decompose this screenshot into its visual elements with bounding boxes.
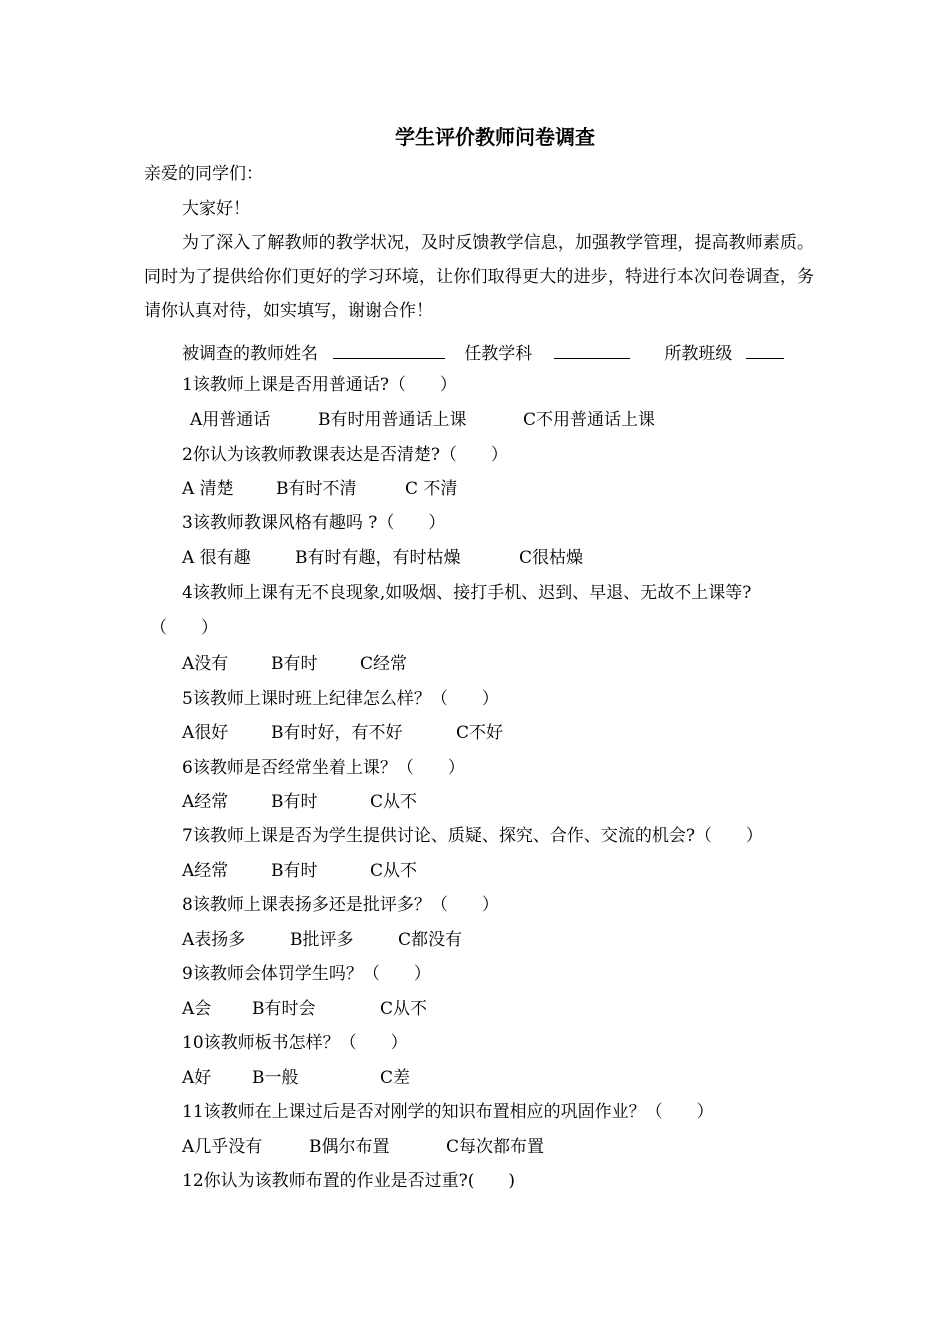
option-7c[interactable]: C从不	[370, 861, 418, 881]
option-11c[interactable]: C每次都布置	[446, 1137, 545, 1157]
teacher-name-label: 被调查的教师姓名	[182, 344, 318, 364]
option-10b[interactable]: B一般	[252, 1068, 299, 1088]
option-11a[interactable]: A几乎没有	[182, 1137, 263, 1157]
option-7b[interactable]: B有时	[271, 861, 318, 881]
option-9a[interactable]: A会	[182, 999, 212, 1019]
class-label: 所教班级	[664, 344, 733, 364]
question-1: 1该教师上课是否用普通话?（ ）	[182, 375, 457, 395]
option-3a[interactable]: A 很有趣	[182, 548, 251, 568]
question-11: 11该教师在上课过后是否对刚学的知识布置相应的巩固作业？（ ）	[182, 1102, 714, 1122]
question-7: 7该教师上课是否为学生提供讨论、质疑、探究、合作、交流的机会?（ ）	[182, 826, 763, 846]
option-3c[interactable]: C很枯燥	[519, 548, 584, 568]
option-1c[interactable]: C不用普通话上课	[523, 410, 656, 430]
option-4c[interactable]: C经常	[360, 654, 408, 674]
option-11b[interactable]: B偶尔布置	[309, 1137, 390, 1157]
question-12: 12你认为该教师布置的作业是否过重?( )	[182, 1171, 516, 1191]
option-2b[interactable]: B有时不清	[276, 479, 357, 499]
option-7a[interactable]: A经常	[182, 861, 229, 881]
question-8: 8该教师上课表扬多还是批评多？（ ）	[182, 895, 499, 915]
option-8b[interactable]: B批评多	[290, 930, 354, 950]
question-3: 3该教师教课风格有趣吗 ?（ ）	[182, 513, 446, 533]
option-5a[interactable]: A很好	[182, 723, 229, 743]
option-4b[interactable]: B有时	[271, 654, 318, 674]
option-6b[interactable]: B有时	[271, 792, 318, 812]
option-1b[interactable]: B有时用普通话上课	[318, 410, 467, 430]
teacher-name-blank[interactable]	[333, 340, 445, 359]
question-4-paren: （ ）	[150, 618, 218, 638]
option-1a[interactable]: A用普通话	[190, 410, 271, 430]
question-4: 4该教师上课有无不良现象,如吸烟、接打手机、迟到、早退、无故不上课等?	[182, 583, 752, 603]
info-line	[182, 340, 784, 366]
option-6c[interactable]: C从不	[370, 792, 418, 812]
document-title: 学生评价教师问卷调查	[395, 125, 595, 149]
option-10c[interactable]: C差	[380, 1068, 411, 1088]
subject-label: 任教学科	[464, 344, 533, 364]
option-5c[interactable]: C不好	[456, 723, 504, 743]
option-5b[interactable]: B有时好，有不好	[271, 723, 403, 743]
option-8a[interactable]: A表扬多	[182, 930, 246, 950]
question-10: 10该教师板书怎样？（ ）	[182, 1033, 408, 1053]
option-3b[interactable]: B有时有趣，有时枯燥	[295, 548, 461, 568]
hello: 大家好！	[182, 199, 250, 219]
question-2: 2你认为该教师教课表达是否清楚?（ ）	[182, 445, 508, 465]
option-9c[interactable]: C从不	[380, 999, 428, 1019]
option-9b[interactable]: B有时会	[252, 999, 316, 1019]
greeting: 亲爱的同学们：	[144, 164, 263, 184]
class-blank[interactable]	[746, 340, 784, 359]
subject-blank[interactable]	[554, 340, 630, 359]
option-2c[interactable]: C 不清	[405, 479, 458, 499]
question-6: 6该教师是否经常坐着上课？（ ）	[182, 758, 465, 778]
option-4a[interactable]: A没有	[182, 654, 229, 674]
question-5: 5该教师上课时班上纪律怎么样？（ ）	[182, 689, 499, 709]
option-2a[interactable]: A 清楚	[182, 479, 234, 499]
option-6a[interactable]: A经常	[182, 792, 229, 812]
intro-paragraph: 为了深入了解教师的教学状况，及时反馈教学信息，加强教学管理，提高教师素质。同时为了提供给你们更好的学习环境，让你们取得更大的进步，特进行本次问卷调查，务请你认真对待，如实填写，谢谢合作！	[144, 233, 814, 321]
option-10a[interactable]: A好	[182, 1068, 212, 1088]
question-9: 9该教师会体罚学生吗？（ ）	[182, 964, 431, 984]
option-8c[interactable]: C都没有	[398, 930, 463, 950]
